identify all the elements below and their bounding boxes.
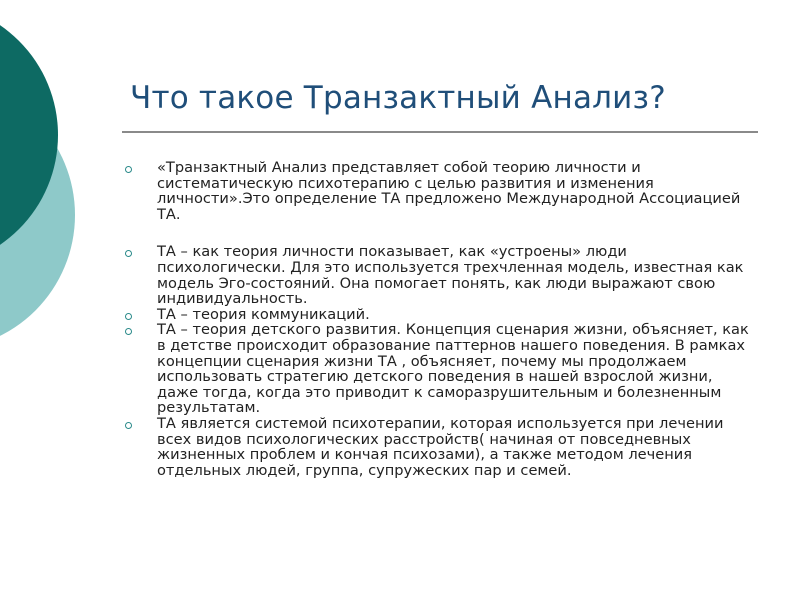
bullet-item bbox=[125, 322, 755, 416]
bullet-item bbox=[125, 416, 755, 478]
bullet-item bbox=[125, 244, 755, 306]
slide-title: Что такое Транзактный Анализ? bbox=[130, 80, 666, 116]
bullet-item bbox=[125, 160, 755, 222]
circle-bullet-icon bbox=[125, 166, 132, 173]
bullet-text: ТА – теория коммуникаций. bbox=[157, 305, 370, 323]
bullet-text: «Транзактный Анализ представляет собой теорию личности и систематическую психотерапию с целью развития и изменения личности».Это определение ТА предложено Международной Ассоциацией ТА. bbox=[157, 159, 741, 223]
bullet-text: ТА является системой психотерапии, которая используется при лечении всех видов психологических расстройств( начиная от повседневных жизненных проблем и кончая психозами), а также методом лечения отдельных людей, группа, супружеских пар и семей. bbox=[157, 414, 724, 479]
circle-bullet-icon bbox=[125, 422, 132, 429]
bullet-list bbox=[125, 160, 755, 478]
circle-bullet-icon bbox=[125, 313, 132, 320]
bullet-text: ТА – теория детского развития. Концепция сценария жизни, объясняет, как в детстве происходит образование паттернов нашего поведения. В рамках концепции сценария жизни ТА , объясняет, почему мы продолжаем использовать стратегию детского поведения в нашей взрослой жизни, даже тогда, когда это приводит к саморазрушительным и болезненным результатам. bbox=[157, 321, 749, 417]
circle-bullet-icon bbox=[125, 250, 132, 257]
bullet-text: ТА – как теория личности показывает, как «устроены» люди психологически. Для это используется трехчленная модель, известная как модель Эго-состояний. Она помогает понять, как люди выражают свою индивидуальность. bbox=[157, 243, 744, 308]
light-teal-circle bbox=[0, 80, 75, 350]
circle-bullet-icon bbox=[125, 328, 132, 335]
bullet-item bbox=[125, 307, 755, 323]
title-divider bbox=[122, 131, 758, 133]
dark-teal-circle bbox=[0, 2, 58, 268]
